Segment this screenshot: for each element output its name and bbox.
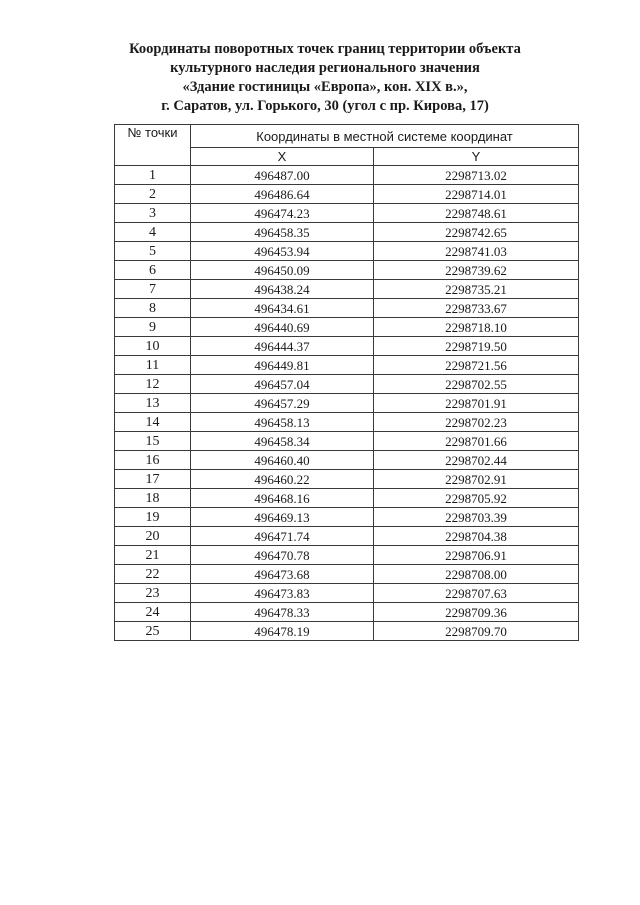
cell-x: 496457.04 — [191, 375, 374, 394]
cell-point-number: 11 — [115, 356, 191, 375]
cell-y: 2298705.92 — [374, 489, 579, 508]
cell-x: 496470.78 — [191, 546, 374, 565]
cell-point-number: 12 — [115, 375, 191, 394]
cell-y: 2298703.39 — [374, 508, 579, 527]
header-point-number: № точки — [115, 125, 191, 166]
table-row — [115, 470, 579, 489]
table-row — [115, 508, 579, 527]
cell-point-number: 14 — [115, 413, 191, 432]
table-row — [115, 584, 579, 603]
cell-point-number: 5 — [115, 242, 191, 261]
cell-x: 496458.13 — [191, 413, 374, 432]
cell-y: 2298706.91 — [374, 546, 579, 565]
table-row — [115, 413, 579, 432]
cell-point-number: 3 — [115, 204, 191, 223]
cell-point-number: 1 — [115, 166, 191, 185]
cell-x: 496438.24 — [191, 280, 374, 299]
title-line: культурного наследия регионального значения — [170, 60, 480, 76]
table-body — [115, 166, 579, 641]
title-line: Координаты поворотных точек границ территории объекта — [129, 41, 521, 57]
cell-y: 2298701.66 — [374, 432, 579, 451]
cell-y: 2298721.56 — [374, 356, 579, 375]
cell-y: 2298733.67 — [374, 299, 579, 318]
cell-point-number: 2 — [115, 185, 191, 204]
cell-x: 496449.81 — [191, 356, 374, 375]
cell-point-number: 23 — [115, 584, 191, 603]
table-header-row — [115, 125, 579, 148]
cell-y: 2298739.62 — [374, 261, 579, 280]
cell-x: 496486.64 — [191, 185, 374, 204]
cell-point-number: 19 — [115, 508, 191, 527]
cell-y: 2298713.02 — [374, 166, 579, 185]
cell-x: 496473.68 — [191, 565, 374, 584]
table-row — [115, 622, 579, 641]
table-header — [115, 125, 579, 166]
table-row — [115, 375, 579, 394]
cell-point-number: 6 — [115, 261, 191, 280]
cell-x: 496474.23 — [191, 204, 374, 223]
table-row — [115, 432, 579, 451]
cell-y: 2298701.91 — [374, 394, 579, 413]
cell-point-number: 4 — [115, 223, 191, 242]
cell-point-number: 25 — [115, 622, 191, 641]
table-row — [115, 527, 579, 546]
cell-point-number: 8 — [115, 299, 191, 318]
table-row — [115, 242, 579, 261]
table-row — [115, 546, 579, 565]
cell-x: 496458.35 — [191, 223, 374, 242]
cell-x: 496487.00 — [191, 166, 374, 185]
table-row — [115, 565, 579, 584]
cell-y: 2298742.65 — [374, 223, 579, 242]
cell-x: 496444.37 — [191, 337, 374, 356]
table-row — [115, 204, 579, 223]
table-row — [115, 451, 579, 470]
cell-x: 496468.16 — [191, 489, 374, 508]
cell-point-number: 24 — [115, 603, 191, 622]
title-line: г. Саратов, ул. Горького, 30 (угол с пр. Кирова, 17) — [161, 98, 489, 114]
cell-x: 496469.13 — [191, 508, 374, 527]
cell-x: 496460.22 — [191, 470, 374, 489]
coordinates-table — [114, 124, 579, 641]
cell-y: 2298707.63 — [374, 584, 579, 603]
title-line: «Здание гостиницы «Европа», кон. XIX в.», — [182, 79, 468, 95]
cell-x: 496440.69 — [191, 318, 374, 337]
cell-y: 2298702.23 — [374, 413, 579, 432]
cell-y: 2298719.50 — [374, 337, 579, 356]
cell-y: 2298702.91 — [374, 470, 579, 489]
cell-y: 2298741.03 — [374, 242, 579, 261]
cell-point-number: 13 — [115, 394, 191, 413]
cell-x: 496457.29 — [191, 394, 374, 413]
header-coordinate-group: Координаты в местной системе координат — [191, 125, 579, 148]
cell-x: 496458.34 — [191, 432, 374, 451]
table-row — [115, 337, 579, 356]
cell-y: 2298735.21 — [374, 280, 579, 299]
table-row — [115, 489, 579, 508]
cell-y: 2298714.01 — [374, 185, 579, 204]
cell-x: 496450.09 — [191, 261, 374, 280]
cell-x: 496473.83 — [191, 584, 374, 603]
table-row — [115, 223, 579, 242]
table-row — [115, 166, 579, 185]
cell-y: 2298748.61 — [374, 204, 579, 223]
header-y: Y — [374, 148, 579, 166]
table-row — [115, 356, 579, 375]
table-row — [115, 318, 579, 337]
table-row — [115, 185, 579, 204]
table-row — [115, 299, 579, 318]
cell-x: 496460.40 — [191, 451, 374, 470]
cell-x: 496434.61 — [191, 299, 374, 318]
cell-y: 2298704.38 — [374, 527, 579, 546]
cell-point-number: 21 — [115, 546, 191, 565]
cell-point-number: 20 — [115, 527, 191, 546]
header-x: X — [191, 148, 374, 166]
cell-y: 2298709.70 — [374, 622, 579, 641]
cell-y: 2298702.55 — [374, 375, 579, 394]
cell-point-number: 9 — [115, 318, 191, 337]
cell-point-number: 16 — [115, 451, 191, 470]
cell-x: 496478.19 — [191, 622, 374, 641]
cell-y: 2298708.00 — [374, 565, 579, 584]
table-row — [115, 280, 579, 299]
cell-y: 2298709.36 — [374, 603, 579, 622]
cell-x: 496478.33 — [191, 603, 374, 622]
cell-point-number: 17 — [115, 470, 191, 489]
table-row — [115, 261, 579, 280]
cell-x: 496453.94 — [191, 242, 374, 261]
cell-y: 2298718.10 — [374, 318, 579, 337]
cell-point-number: 18 — [115, 489, 191, 508]
cell-point-number: 7 — [115, 280, 191, 299]
cell-x: 496471.74 — [191, 527, 374, 546]
cell-point-number: 10 — [115, 337, 191, 356]
document-title — [90, 40, 560, 116]
table-row — [115, 603, 579, 622]
table-row — [115, 394, 579, 413]
cell-point-number: 15 — [115, 432, 191, 451]
cell-point-number: 22 — [115, 565, 191, 584]
cell-y: 2298702.44 — [374, 451, 579, 470]
